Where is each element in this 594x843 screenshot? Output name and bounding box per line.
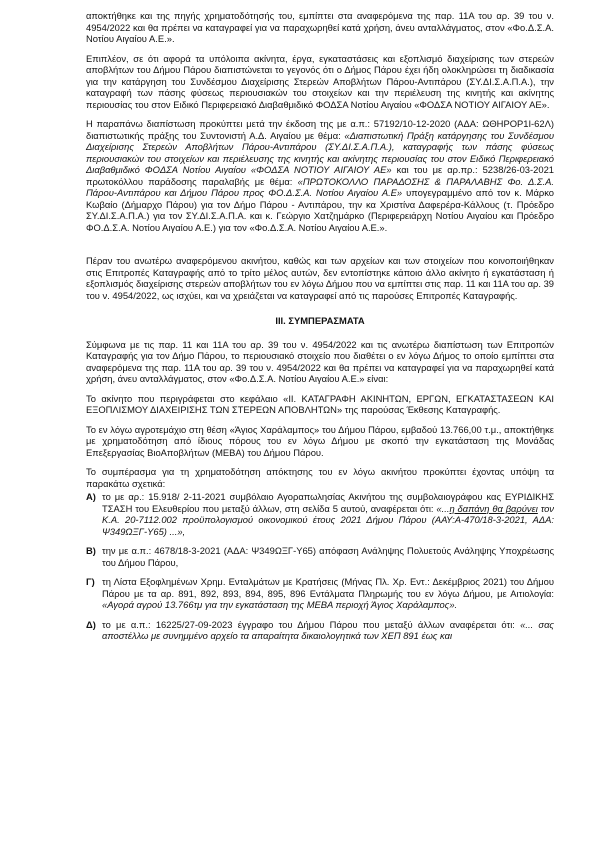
finding-subject-2: «ΠΡΩΤΟΚΟΛΛΟ ΠΑΡΑΔΟΣΗΣ & ΠΑΡΑΛΑΒΗΣ Φο. Δ.Σ.Α. Πάρου-Αντιπάρου και Δήμου Πάρου προς ΦΟ.Δ.Σ.Α. Νοτίου Αιγαίου Α.Ε» xyxy=(86,175,554,198)
list-item xyxy=(86,491,554,537)
item-letter: Δ) xyxy=(86,618,96,630)
item-quote: «... σας αποστέλλω με συνημμένο αρχείο τα απαραίτητα δικαιολογητικά των ΧΕΠ 891 έως και xyxy=(102,618,554,641)
paragraph-beyond: Πέραν του ανωτέρω αναφερόμενου ακινήτου, καθώς και των αρχείων και των στοιχείων που κοινοποιήθηκαν στις Επιτροπές Καταγραφής από το τρίτο μέλος αυτών, δεν εντοπίστηκε κάποιο άλλο ακίνητο ή εγκατάσταση ή εξοπλισμός διαχείρισης στερεών αποβλήτων του εν λόγω Δήμου που να εμπίπτει στις παρ. 11 και 11Α του αρ. 39 του ν. 4954/2022, ως ισχύει, και να χρειάζεται να καταγραφεί από τις παρούσες Επιτροπές Καταγραφής. xyxy=(86,255,554,301)
item-body xyxy=(102,619,554,642)
section-heading: ΙΙΙ. ΣΥΜΠΕΡΑΣΜΑΤΑ xyxy=(275,315,365,326)
item-text: το με αρ.: 15.918/ 2-11-2021 συμβόλαιο Αγοραπωλησίας Ακινήτου της συμβολαιογράφου κας ΕΥΡΙΔΙΚΗΣ ΤΣΑΣΗ του Ελευθερίου που μεταξύ άλλων, στη σελίδα 5 αυτού, αναφέρεται ότι: xyxy=(102,491,554,514)
finding-subject-1: «Διαπιστωτική Πράξη κατάργησης του Συνδέσμου Διαχείρισης Στερεών Αποβλήτων Πάρου-Αντιπάρου (ΣΥ.ΔΙ.Σ.Α.Π.Α.), καταγραφής των πάσης φύσεως περιουσιακών του στοιχείων και περιέλευσης της κινητής και ακίνητης περιουσίας του στον Ειδικό Περιφερειακό Διαβαθμιδικό ΦΟΔΣΑ Νοτίου Αιγαίου «ΦΟΔΣΑ ΝΟΤΙΟΥ ΑΙΓΑΙΟΥ ΑΕ» xyxy=(86,129,554,175)
finding-text-1: Η παραπάνω διαπίστωση προκύπτει μετά την έκδοση της με α.π.: 57192/10-12-2020 (ΑΔΑ: ΩΘΗΡΟΡ1Ι-62Λ) διαπιστωτικής πράξης του Συντονιστή Α.Δ. Αιγαίου με θέμα: xyxy=(86,118,554,141)
item-letter: Β) xyxy=(86,545,96,556)
finding-text-2: και του με αρ.πρ.: 5238/26-03-2021 πρωτοκόλλου παράδοσης παραλαβής με θέμα: xyxy=(86,164,555,187)
item-quote: «Αγορά αγρού 13.766τμ για την εγκατάσταση της ΜΕΒΑ περιοχή Άγιος Χαράλαμπος». xyxy=(102,599,458,610)
list-item xyxy=(86,545,554,568)
paragraph-conclusion: Σύμφωνα με τις παρ. 11 και 11Α του αρ. 39 του ν. 4954/2022 και τις ανωτέρω διαπίστωση των Επιτροπών Καταγραφής για τον Δήμο Πάρου, το περιουσιακό στοιχείο που διαθέτει ο εν λόγω Δήμος το οποίο εμπίπτει στα αναφερόμενα της παρ. 11Α του αρ. 39 του ν. 4954/2022 και θα πρέπει να καταγραφεί για να παραχωρηθεί κατά χρήση, άνευ ανταλλάγματος, στον «Φο.Δ.Σ.Α. Νοτίου Αιγαίου Α.Ε.» είναι: xyxy=(86,338,554,384)
item-quote-underlined: η δαπάνη θα βαρύνει xyxy=(449,502,538,514)
item-text: το με α.π.: 16225/27-09-2023 έγγραφο του Δήμου Πάρου που μεταξύ άλλων αναφέρεται ότι: xyxy=(102,618,521,630)
document-page xyxy=(86,10,554,650)
item-letter: Α) xyxy=(86,491,96,502)
list-item xyxy=(86,619,554,642)
paragraph-parcel: Το εν λόγω αγροτεμάχιο στη θέση «Άγιος Χαράλαμπος» του Δήμου Πάρου, εμβαδού 13.766,00 τ.μ., αποκτήθηκε με χρηματοδότηση από ίδιους πόρους του εν λόγω Δήμου με σκοπό την εγκατάσταση της Μονάδας Επεξεργασίας ΒιοΑποβλήτων (ΜΕΒΑ) του Δήμου Πάρου. xyxy=(86,423,554,458)
item-body xyxy=(102,491,554,537)
item-body xyxy=(102,576,554,611)
finding-text-3: υπογεγραμμένο από τον κ. Μάρκο Κωβαίο (Δήμαρχο Πάρου) για τον Δήμο Πάρου - Αντιπάρου, την κα Χριστίνα Δαφερέρα-Κάλλους (τ. Πρόεδρο ΣΥ.ΔΙ.Σ.Α.Π.Α.) για τον ΣΥ.ΔΙ.Σ.Α.Π.Α. και κ. Γεώργιο Χατζημάρκο (Περιφερειάρχη Νοτίου Αιγαίου και Πρόεδρο ΦΟ.Δ.Σ.Α. Νοτίου Αιγαίου Α.Ε.) για τον «Φο.Δ.Σ.Α. Νοτίου Αιγαίου Α.Ε.». xyxy=(86,187,554,233)
item-quote: «...η δαπάνη θα βαρύνει τον Κ.Α. 20-7112.002 προϋπολογισμού οικονομικού έτους 2021 Δήμου Πάρου (ΑΑΥ:Α-470/18-3-2021, ΑΔΑ: Ψ349ΩΞΓ-Υ65) ...», xyxy=(102,502,554,537)
list-item xyxy=(86,576,554,611)
paragraph-property: Το ακίνητο που περιγράφεται στο κεφάλαιο «ΙΙ. ΚΑΤΑΓΡΑΦΗ ΑΚΙΝΗΤΩΝ, ΕΡΓΩΝ, ΕΓΚΑΤΑΣΤΑΣΕΩΝ ΚΑΙ ΕΞΟΠΛΙΣΜΟΥ ΔΙΑΧΕΙΡΙΣΗΣ ΤΩΝ ΣΤΕΡΕΩΝ ΑΠΟΒΛΗΤΩΝ» της παρούσας Έκθεσης Καταγραφής. xyxy=(86,392,554,415)
paragraph-additional: Επιπλέον, σε ότι αφορά τα υπόλοιπα ακίνητα, έργα, εγκαταστάσεις και εξοπλισμό διαχείρισης των στερεών αποβλήτων του Δήμου Πάρου διαπιστώνεται το γεγονός ότι ο Δήμος Πάρου έχει ήδη ολοκληρώσει τη διαδικασία για την κατάργηση του Συνδέσμου Διαχείρισης Στερεών Αποβλήτων Πάρου-Αντιπάρου (ΣΥ.ΔΙ.Σ.Α.Π.Α.), την καταγραφή των πάσης φύσεως περιουσιακών του στοιχείων και την περιέλευση της κινητής και ακίνητης περιουσίας του στον Ειδικό Περιφερειακό Διαβαθμιδικό ΦΟΔΣΑ Νοτίου Αιγαίου «ΦΟΔΣΑ ΝΟΤΙΟΥ ΑΙΓΑΙΟΥ ΑΕ». xyxy=(86,52,554,110)
item-letter: Γ) xyxy=(86,576,95,587)
paragraph-financing: Το συμπέρασμα για τη χρηματοδότηση απόκτησης του εν λόγω ακινήτου προκύπτει έχοντας υπόψη τα παρακάτω σχετικά: xyxy=(86,466,554,489)
paragraph-finding xyxy=(86,118,554,233)
paragraph-intro: αποκτήθηκε και της πηγής χρηματοδότησής του, εμπίπτει στα αναφερόμενα της παρ. 11Α του αρ. 39 του ν. 4954/2022 και θα πρέπει να καταγραφεί για να παραχωρηθεί κατά χρήση, άνευ ανταλλάγματος, στον «Φο.Δ.Σ.Α. Νοτίου Αιγαίου Α.Ε.». xyxy=(86,10,554,44)
item-body: την με α.π.: 4678/18-3-2021 (ΑΔΑ: Ψ349ΩΞΓ-Υ65) απόφαση Ανάληψης Πολυετούς Ανάληψης Υποχρέωσης του Δήμου Πάρου, xyxy=(102,545,554,568)
item-text: τη Λίστα Εξοφλημένων Χρημ. Ενταλμάτων με Κρατήσεις (Μήνας Πλ. Χρ. Εντ.: Δεκέμβριος 2021) του Δήμου Πάρου με τα αρ. 891, 892, 893, 894, 895, 896 Εντάλματα Πληρωμής του εν λόγω Δήμου, με Αιτιολογία: xyxy=(102,576,554,599)
